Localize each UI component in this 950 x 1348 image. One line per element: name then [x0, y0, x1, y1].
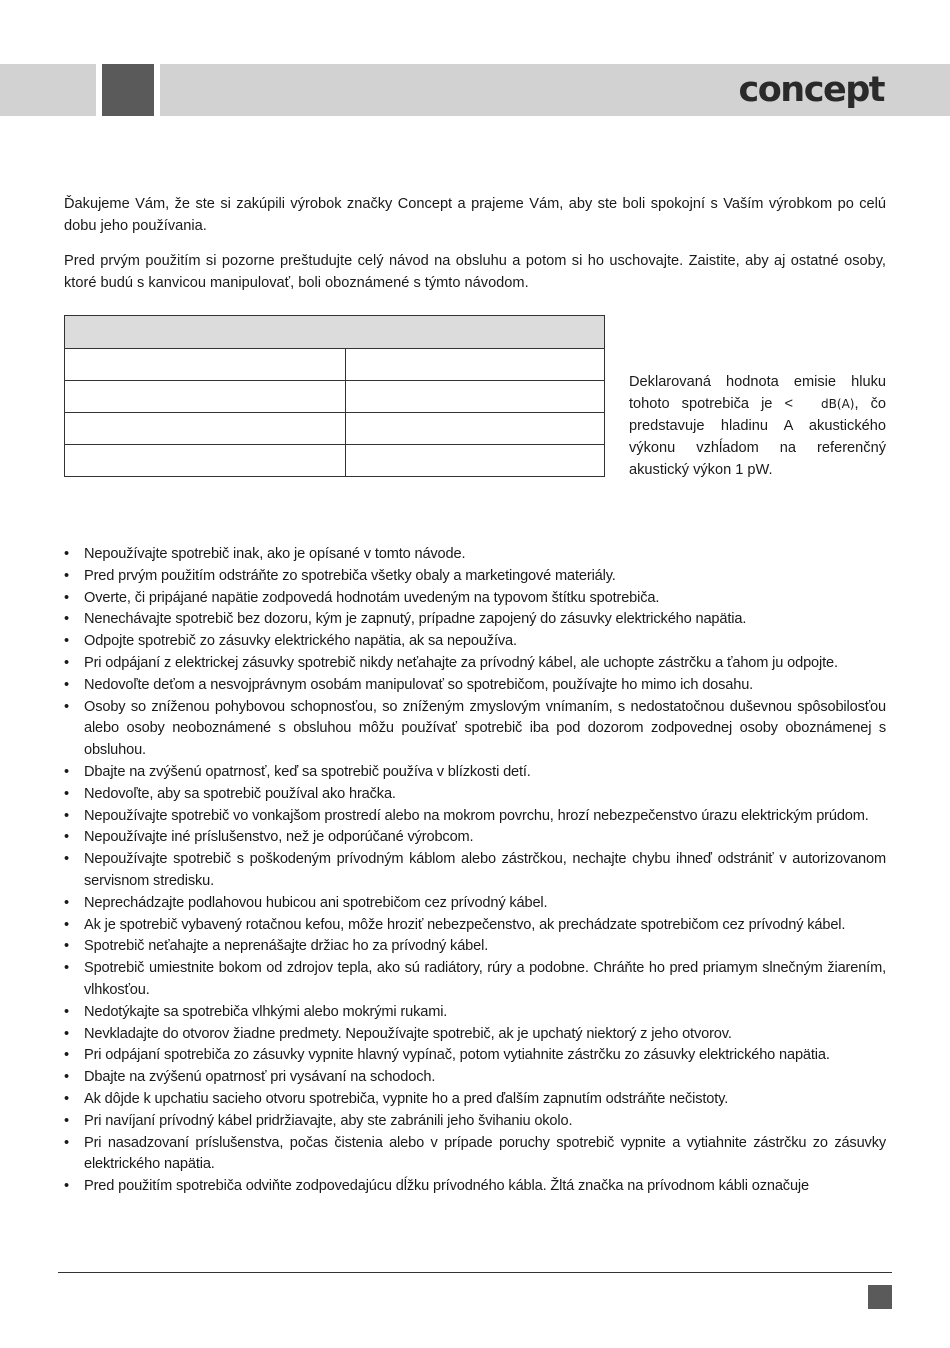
- technical-data-table: [64, 315, 605, 477]
- table-cell: [346, 413, 605, 445]
- list-item: • Nepoužívajte spotrebič inak, ako je opísané v tomto návode.: [64, 544, 886, 566]
- table-cell: [65, 413, 346, 445]
- noise-text-after: , čo predstavuje hladinu A akustického výkonu vzhĺadom na referenčný akustický výkon 1 pW.: [629, 396, 886, 478]
- table-cell: [346, 445, 605, 477]
- list-item: • Pri nasadzovaní príslušenstva, počas čistenia alebo v prípade poruchy spotrebič vypnite a vytiahnite zástrčku zo zásuvky elektrického napätia.: [64, 1133, 886, 1177]
- table-row: [65, 445, 605, 477]
- header-section-marker: [102, 64, 154, 116]
- concept-logo: concept: [738, 70, 884, 110]
- list-item: • Nepoužívajte spotrebič s poškodeným prívodným káblom alebo zástrčkou, nechajte chybu ihneď odstrániť v autorizovanom servisnom stredisku.: [64, 849, 886, 893]
- safety-instructions-list: [64, 544, 886, 1198]
- table-cell: [346, 381, 605, 413]
- table-cell: [65, 445, 346, 477]
- noise-text-before: Deklarovaná hodnota emisie hluku tohoto spotrebiča je <: [629, 374, 886, 412]
- table-cell: [346, 349, 605, 381]
- intro-paragraph-thanks: Ďakujeme Vám, že ste si zakúpili výrobok značky Concept a prajeme Vám, aby ste boli spokojní s Vaším výrobkom po celú dobu jeho používania.: [64, 196, 886, 234]
- list-item: • Nepoužívajte spotrebič vo vonkajšom prostredí alebo na mokrom povrchu, hrozí nebezpečenstvo úrazu elektrickým prúdom.: [64, 806, 886, 828]
- list-item: • Odpojte spotrebič zo zásuvky elektrického napätia, ak sa nepoužíva.: [64, 631, 886, 653]
- list-item: • Nedotýkajte sa spotrebiča vlhkými alebo mokrými rukami.: [64, 1002, 886, 1024]
- list-item: • Spotrebič umiestnite bokom od zdrojov tepla, ako sú radiátory, rúry a podobne. Chráňte ho pred priamym slnečným žiarením, vlhkosťou.: [64, 958, 886, 1002]
- intro-paragraph-instructions: Pred prvým použitím si pozorne preštudujte celý návod na obsluhu a potom si ho uschovajte. Zaistite, aby aj ostatné osoby, ktoré budú s kanvicou manipulovať, boli oboznámené s týmto návodom.: [64, 253, 886, 291]
- list-item: • Nedovoľte, aby sa spotrebič používal ako hračka.: [64, 784, 886, 806]
- list-item: • Ak je spotrebič vybavený rotačnou kefou, môže hroziť nebezpečenstvo, ak prechádzate spotrebičom cez prívodný kábel.: [64, 915, 886, 937]
- noise-emission-note: [629, 371, 886, 481]
- list-item: • Pred použitím spotrebiča odviňte zodpovedajúcu dĺžku prívodného kábla. Žltá značka na prívodnom kábli označuje: [64, 1176, 886, 1198]
- list-item: • Pred prvým použitím odstráňte zo spotrebiča všetky obaly a marketingové materiály.: [64, 566, 886, 588]
- list-item: • Neprechádzajte podlahovou hubicou ani spotrebičom cez prívodný kábel.: [64, 893, 886, 915]
- list-item: • Nepoužívajte iné príslušenstvo, než je odporúčané výrobcom.: [64, 827, 886, 849]
- list-item: • Overte, či pripájané napätie zodpovedá hodnotám uvedeným na typovom štítku spotrebiča.: [64, 588, 886, 610]
- list-item: • Pri odpájaní z elektrickej zásuvky spotrebič nikdy neťahajte za prívodný kábel, ale uchopte zástrčku a ťahom ju odpojte.: [64, 653, 886, 675]
- footer-page-marker: [868, 1285, 892, 1309]
- table-header-row: [65, 316, 605, 349]
- list-item: • Pri odpájaní spotrebiča zo zásuvky vypnite hlavný vypínač, potom vytiahnite zástrčku zo zásuvky elektrického napätia.: [64, 1045, 886, 1067]
- table-row: [65, 349, 605, 381]
- noise-unit: dB(A): [821, 397, 855, 411]
- list-item: • Nedovoľte deťom a nesvojprávnym osobám manipulovať so spotrebičom, používajte ho mimo ich dosahu.: [64, 675, 886, 697]
- table-row: [65, 381, 605, 413]
- header-band-left: [0, 64, 96, 116]
- table-cell: [65, 381, 346, 413]
- list-item: • Ak dôjde k upchatiu sacieho otvoru spotrebiča, vypnite ho a pred ďalším zapnutím odstráňte nečistoty.: [64, 1089, 886, 1111]
- list-item: • Pri navíjaní prívodný kábel pridržiavajte, aby ste zabránili jeho švihaniu okolo.: [64, 1111, 886, 1133]
- list-item: • Osoby so zníženou pohybovou schopnosťou, so zníženým zmyslovým vnímaním, s nedostatočnou duševnou spôsobilosťou alebo osoby neoboznámené s obsluhou môžu používať spotrebič iba pod dozorom zodpovednej osoby oboznámenej s obsluhou.: [64, 697, 886, 762]
- list-item: • Dbajte na zvýšenú opatrnosť, keď sa spotrebič používa v blízkosti detí.: [64, 762, 886, 784]
- list-item: • Spotrebič neťahajte a neprenášajte držiac ho za prívodný kábel.: [64, 936, 886, 958]
- list-item: • Nevkladajte do otvorov žiadne predmety. Nepoužívajte spotrebič, ak je upchatý niektorý z jeho otvorov.: [64, 1024, 886, 1046]
- table-header-cell: [65, 316, 605, 349]
- list-item: • Dbajte na zvýšenú opatrnosť pri vysávaní na schodoch.: [64, 1067, 886, 1089]
- footer-divider: [58, 1272, 892, 1273]
- table-cell: [65, 349, 346, 381]
- list-item: • Nenechávajte spotrebič bez dozoru, kým je zapnutý, prípadne zapojený do zásuvky elektrického napätia.: [64, 609, 886, 631]
- table-row: [65, 413, 605, 445]
